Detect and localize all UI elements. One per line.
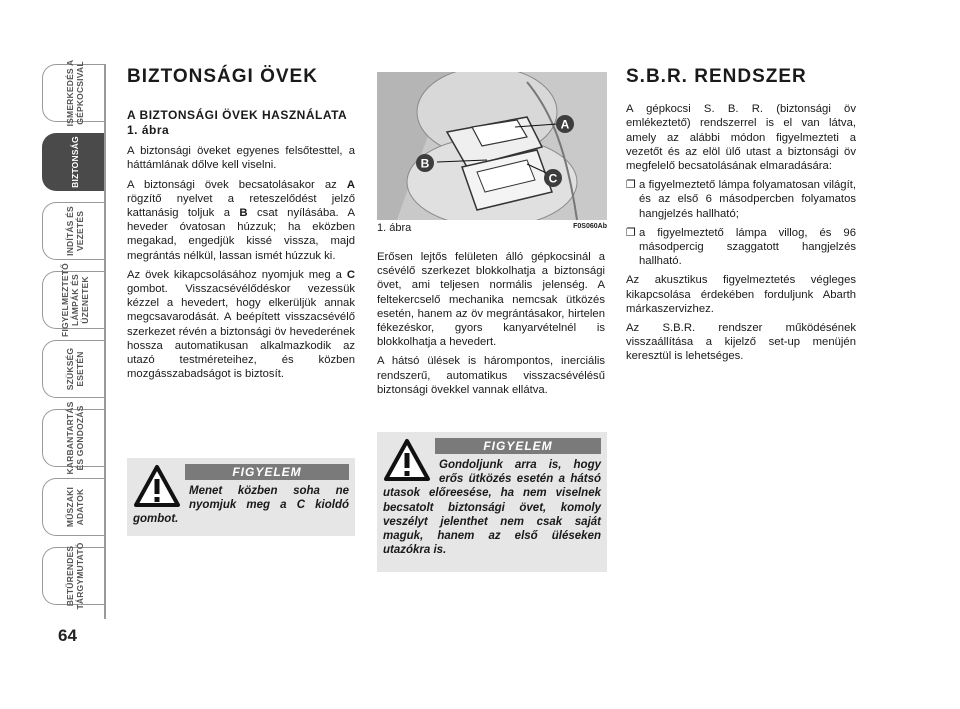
list-item: [626, 178, 856, 221]
warning-box-2: [377, 432, 607, 572]
list-item: [626, 226, 856, 269]
checkbox-bullet-icon: ❐: [626, 226, 636, 239]
warning-text: Gondoljunk arra is, hogy erős ütközés esetén a hátsó utasok előreesése, ha nem viselnek becsatolt biztonsági övet, komoly veszélyt jelenthet nem csak saját maguk, hanem az első üléseken utazókra is.: [383, 459, 601, 557]
paragraph: Az S.B.R. rendszer működésének visszaállítása a kijelző set-up menüjén keresztül is lehetséges.: [626, 322, 856, 363]
label-a: A: [560, 117, 570, 132]
warning-text: Menet közben soha ne nyomjuk meg a C kioldó gombot.: [133, 485, 349, 526]
paragraph: A biztonsági öveket egyenes felsőtesttel, a háttámlának dőlve kell viselni.: [127, 145, 355, 172]
middle-column: [377, 250, 605, 402]
tab-figyelmezteto[interactable]: FIGYELMEZTETŐ LÁMPÁK ÉS ÜZENETEK: [42, 271, 106, 329]
warning-triangle-icon: [383, 438, 431, 482]
tab-biztonsag[interactable]: BIZTONSÁG: [42, 133, 106, 191]
paragraph: Erősen lejtős felületen álló gépkocsinál a csévélő szerkezet blokkolhatja a biztonsági övet, ami teljesen normális jelenség. A feltekercselő mechanika nemcsak ütközés esetén, hanem az öv megrántásakor, hirtelen fékezéskor, gyors kanyarvételnél is blokkolhatja a hevedert.: [377, 251, 605, 349]
figure-code: F0S060Ab: [573, 223, 607, 230]
paragraph: Az övek kikapcsolásához nyomjuk meg a C gombot. Visszacsévélődéskor vezessük kézzel a hevedert, hogy elkerüljük annak megcsavarodását. A beépített visszacsévélő szerkezet révén a biztonsági öv hevederének hossza automatikusan alkalmazkodik az utazó testméreteihez, és közben mozgásszabadságot is biztosít.: [127, 268, 355, 381]
tab-muszaki[interactable]: MŰSZAKI ADATOK: [42, 478, 106, 536]
paragraph: Az akusztikus figyelmeztetés végleges kikapcsolása érdekében forduljunk Abarth márkaszervizhez.: [626, 274, 856, 315]
checkbox-bullet-icon: ❐: [626, 179, 636, 192]
tab-karbantartas[interactable]: KARBANTARTÁS ÉS GONDOZÁS: [42, 409, 106, 467]
figure-caption: 1. ábra: [377, 222, 412, 234]
sbr-title: S.B.R. RENDSZER: [626, 66, 807, 87]
page-title: BIZTONSÁGI ÖVEK: [127, 66, 318, 87]
warning-header: FIGYELEM: [185, 464, 349, 480]
section-subtitle: A BIZTONSÁGI ÖVEK HASZNÁLATA 1. ábra: [127, 108, 347, 138]
label-b: B: [420, 156, 430, 171]
warning-box-1: [127, 458, 355, 536]
tab-ismerkedes[interactable]: ISMERKEDÉS A GÉPKOCSIVAL: [42, 64, 106, 122]
right-column: [626, 66, 856, 369]
paragraph: A hátsó ülések is hárompontos, inerciális rendszerű, automatikus visszacsévélésű biztonsági övekkel vannak ellátva.: [377, 355, 605, 396]
left-column: [127, 66, 355, 386]
paragraph: A biztonsági övek becsatolásakor az A rögzítő nyelvet a reteszelődést jelző kattanásig toljuk a B csat nyílásába. A heveder óvatosan húzzuk; ha eközben megakad, engedjük kissé vissza, majd megrántás nélkül, lassan ismét húzzuk ki.: [127, 178, 355, 262]
tab-targymutato[interactable]: BETŰRENDES TÁRGYMUTATÓ: [42, 547, 106, 605]
tab-szukseg[interactable]: SZÜKSÉG ESETÉN: [42, 340, 106, 398]
seatbelt-figure: [377, 72, 607, 220]
figure-caption-row: [377, 222, 607, 234]
list-item-text: a figyelmeztető lámpa villog, és 96 másodpercig szaggatott hangjelzés hallható.: [639, 226, 856, 268]
list-item-text: a figyelmeztető lámpa folyamatosan világít, és az első 6 másodpercben folyamatos hangjelzés hallható;: [639, 179, 856, 220]
seatbelt-buckle-illustration: [377, 72, 607, 220]
paragraph: A gépkocsi S. B. R. (biztonsági öv emlékeztető) rendszerrel is el van látva, amely az alábbi módon figyelmezteti a vezetőt és az elöl ülő utast a biztonsági öv megfelelő becsatolásának elmaradására:: [626, 103, 856, 173]
warning-header: FIGYELEM: [435, 438, 601, 454]
label-c: C: [548, 171, 558, 186]
tab-inditas[interactable]: INDÍTÁS ÉS VEZETÉS: [42, 202, 106, 260]
tab-divider: [104, 64, 106, 619]
warning-triangle-icon: [133, 464, 181, 508]
page-number: 64: [58, 626, 77, 645]
